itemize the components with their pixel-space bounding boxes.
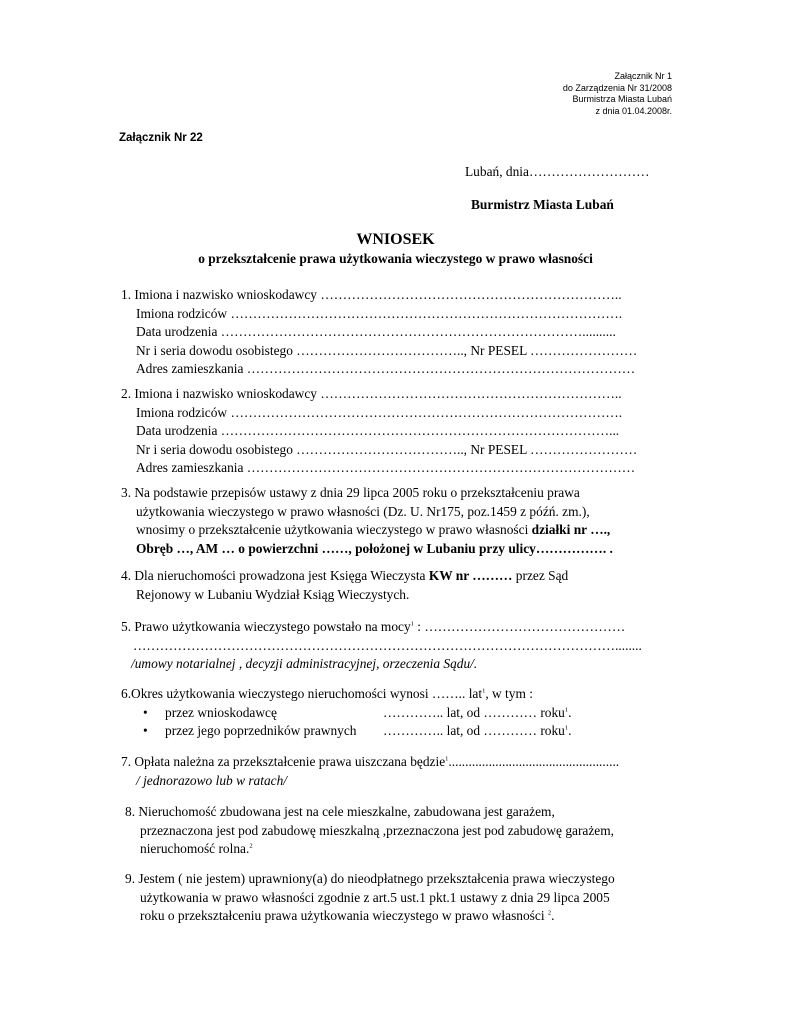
- header-block: [563, 71, 672, 117]
- footnote-ref: 2: [547, 909, 552, 917]
- item-3-line: Obręb …, AM … o powierzchni ……, położonej w Lubaniu przy ulicy……………. .: [136, 540, 613, 556]
- item-3-text: wnosimy o przekształcenie użytkowania wieczystego w prawo własności: [136, 522, 532, 537]
- applicant-name-field: 2. Imiona i nazwisko wnioskodawcy …………………………………………………………..: [121, 386, 622, 401]
- item-6-bullet-row: [121, 704, 572, 723]
- address-field: Adres zamieszkania ……………………………………………………………………………: [136, 460, 636, 475]
- item-5: [121, 618, 642, 674]
- footnote-ref: 1: [564, 706, 569, 714]
- bullet-icon: •: [143, 723, 148, 738]
- item-6-text: 6.Okres użytkowania wieczystego nieruchomości wynosi …….. lat: [121, 686, 483, 701]
- item-9: [125, 870, 615, 926]
- bullet-icon: •: [143, 704, 148, 720]
- item-8: [125, 803, 614, 859]
- item-4-text: przez Sąd: [512, 568, 569, 583]
- item-3: [121, 484, 613, 558]
- address-field: Adres zamieszkania ……………………………………………………………………………: [136, 361, 636, 376]
- bullet-label: przez jego poprzedników prawnych: [165, 723, 357, 738]
- page-title: WNIOSEK: [356, 231, 435, 248]
- bullet-value: ………….. lat, od ………… roku$^1$.: [383, 723, 572, 738]
- item-6-text: , w tym :: [485, 686, 533, 701]
- birth-date-field: Data urodzenia ………………………………………………………………………..........: [136, 324, 616, 339]
- item-9-line: 9. Jestem ( nie jestem) uprawniony(a) do nieodpłatnego przekształcenia prawa wieczystego: [125, 871, 615, 886]
- item-5-hint: /umowy notarialnej , decyzji administracyjnej, orzeczenia Sądu/.: [131, 656, 478, 671]
- item-5-line: ………………………………………………………………………………………………........: [133, 637, 642, 653]
- bullet-value: ………….. lat, od ………… roku$^1$.: [383, 704, 572, 720]
- bullet-value-text: ………….. lat, od ………… roku: [383, 704, 565, 720]
- parents-field: Imiona rodziców …………………………………………………………………………….: [136, 404, 623, 420]
- item-7-line: [121, 753, 619, 772]
- kw-number: KW nr ………: [428, 568, 513, 583]
- parents-field: Imiona rodziców …………………………………………………………………………….: [136, 305, 623, 321]
- attachment-label: Załącznik Nr 22: [119, 132, 203, 144]
- footnote-ref: 2: [249, 842, 253, 850]
- item-8-line: 8. Nieruchomość zbudowana jest na cele mieszkalne, zabudowana jest garażem,: [125, 804, 555, 819]
- item-6-line: [121, 685, 533, 704]
- item-9-line: użytkowania w prawo własności zgodnie z art.5 ust.1 pkt.1 ustawy z dnia 29 lipca 2005: [140, 889, 610, 905]
- item-7-text: ...................................................: [448, 754, 620, 769]
- item-4: [121, 567, 568, 604]
- header-line: do Zarządzenia Nr 31/2008: [562, 82, 672, 93]
- item-4-line: [121, 567, 568, 586]
- footnote-ref: 1: [482, 687, 486, 695]
- item-5-text: 5. Prawo użytkowania wieczystego powstało na mocy: [121, 619, 411, 634]
- header-line: Załącznik Nr 1: [614, 71, 672, 81]
- page-subtitle: o przekształcenie prawa użytkowania wieczystego w prawo własności: [198, 251, 593, 266]
- item-5-text: : ………………………………………: [413, 619, 626, 634]
- item-3-line: użytkowania wieczystego w prawo własności (Dz. U. Nr175, poz.1459 z późń. zm.),: [136, 503, 590, 519]
- item-4-line: Rejonowy w Lubaniu Wydział Ksiąg Wieczystych.: [136, 586, 410, 602]
- footnote-ref: 1: [445, 755, 449, 763]
- item-8-line: [125, 840, 614, 859]
- id-pesel-field: Nr i seria dowodu osobistego ……………………………….., Nr PESEL ……………………: [136, 441, 638, 457]
- applicant-name-field: 1. Imiona i nazwisko wnioskodawcy …………………………………………………………..: [121, 287, 622, 302]
- item-4-text: 4. Dla nieruchomości prowadzona jest Księga Wieczysta: [121, 568, 429, 583]
- item-3-line: [121, 521, 613, 540]
- header-line: z dnia 01.04.2008r.: [595, 105, 672, 116]
- bullet-value-text: ………….. lat, od ………… roku: [383, 723, 565, 738]
- birth-date-field: Data urodzenia ……………………………………………………………………………...: [136, 423, 620, 438]
- item-8-text: nieruchomość rolna.: [140, 841, 250, 856]
- item-3-line: 3. Na podstawie przepisów ustawy z dnia 29 lipca 2005 roku o przekształceniu prawa: [121, 485, 580, 500]
- id-pesel-field: Nr i seria dowodu osobistego ……………………………….., Nr PESEL ……………………: [136, 342, 638, 358]
- footnote-ref: 1: [564, 724, 569, 732]
- applicant-2-section: [121, 385, 637, 478]
- header-line: Burmistrza Miasta Lubań: [572, 94, 672, 104]
- footnote-ref: 1: [410, 620, 414, 628]
- item-6-bullet-row: [121, 722, 572, 741]
- place-date: Lubań, dnia………………………: [465, 164, 650, 179]
- item-8-line: przeznaczona jest pod zabudowę mieszkalną ,przeznaczona jest pod zabudowę garażem,: [140, 822, 615, 838]
- item-5-line: [121, 618, 642, 637]
- bullet-label: przez wnioskodawcę: [165, 704, 277, 720]
- item-6: [121, 685, 572, 741]
- item-7: [121, 753, 619, 790]
- addressee: Burmistrz Miasta Lubań: [471, 197, 614, 212]
- item-9-text: roku o przekształceniu prawa użytkowania wieczystego w prawo własności: [140, 908, 548, 923]
- item-9-line: roku o przekształceniu prawa użytkowania wieczystego w prawo własności $^2$.: [140, 908, 555, 923]
- item-7-text: 7. Opłata należna za przekształcenie prawa uiszczana będzie: [121, 754, 446, 769]
- parcel-number: działki nr ….,: [531, 522, 611, 537]
- item-7-hint: / jednorazowo lub w ratach/: [136, 772, 288, 788]
- applicant-1-section: [121, 286, 637, 379]
